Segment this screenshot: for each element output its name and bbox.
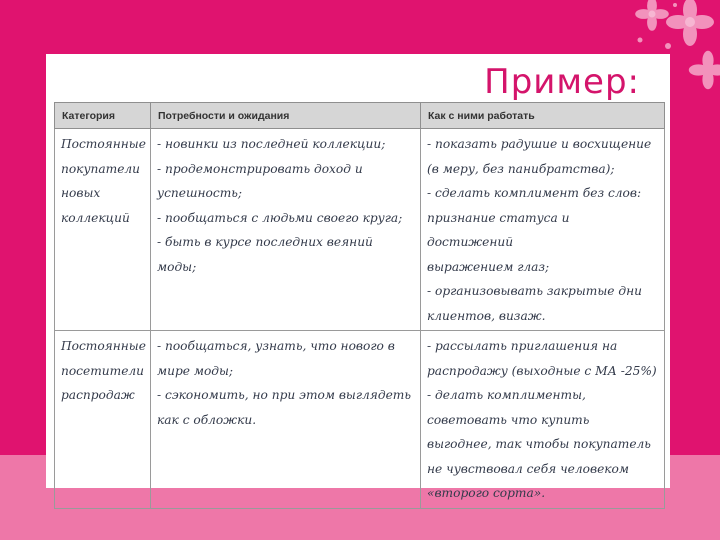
header-approach: Как с ними работать	[421, 103, 665, 129]
customer-table	[54, 102, 665, 509]
slide-card	[46, 54, 670, 500]
header-needs: Потребности и ожидания	[151, 103, 421, 129]
slide-title: Пример:	[484, 62, 640, 102]
cell-needs: - новинки из последней коллекции; - продемонстрировать доход и успешность; - пообщаться с людьми своего круга; - быть в курсе последних веяний моды;	[151, 129, 421, 331]
table-row	[55, 129, 665, 331]
header-category: Категория	[55, 103, 151, 129]
cell-category: Постоянные покупатели новых коллекций	[55, 129, 151, 331]
table-header-row	[55, 103, 665, 129]
customer-table-wrap	[54, 102, 664, 500]
cell-approach: - рассылать приглашения на распродажу (выходные с МА -25%) - делать комплименты, советовать что купить выгоднее, так чтобы покупатель не чувствовал себя человеком «второго сорта».	[421, 331, 665, 509]
cell-needs: - пообщаться, узнать, что нового в мире моды; - сэкономить, но при этом выглядеть как с обложки.	[151, 331, 421, 509]
cell-approach: - показать радушие и восхищение (в меру, без панибратства); - сделать комплимент без слов: признание статуса и достижений выражением глаз; - организовывать закрытые дни клиентов, визаж.	[421, 129, 665, 331]
table-row	[55, 331, 665, 509]
cell-category: Постоянные посетители распродаж	[55, 331, 151, 509]
